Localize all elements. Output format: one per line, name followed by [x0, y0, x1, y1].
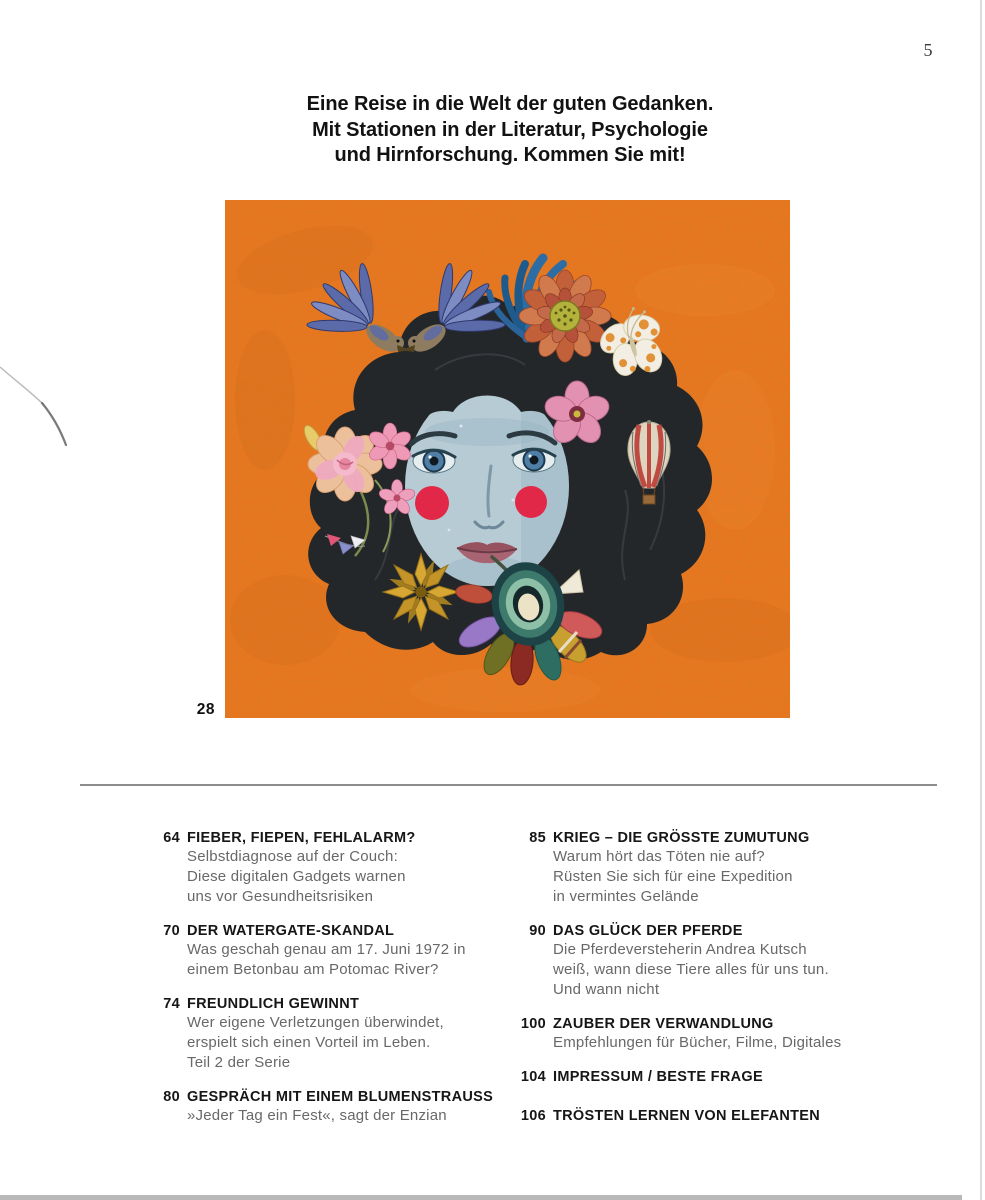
toc-entry-desc-line: Was geschah genau am 17. Juni 1972 in [187, 941, 466, 958]
illustration-page-ref: 28 [196, 701, 215, 718]
toc-entry-desc-line: »Jeder Tag ein Fest«, sagt der Enzian [187, 1107, 447, 1124]
page-number: 5 [923, 40, 933, 60]
toc-entry-title: KRIEG – DIE GRÖSSTE ZUMUTUNG [553, 830, 810, 846]
toc-entry-number: 85 [529, 830, 546, 846]
toc-entry-number: 90 [529, 923, 546, 939]
intro-line-1: Eine Reise in die Welt der guten Gedanken. [306, 93, 714, 115]
toc-entry-desc-line: in vermintes Gelände [553, 888, 699, 905]
divider-rule [80, 784, 937, 786]
toc-entry-title: DER WATERGATE-SKANDAL [187, 923, 395, 939]
toc-entry-desc-line: Die Pferdeversteherin Andrea Kutsch [553, 941, 807, 958]
toc-entry-number: 100 [520, 1016, 546, 1032]
toc-entry-number: 74 [163, 996, 180, 1012]
toc-entry-title: IMPRESSUM / BESTE FRAGE [553, 1069, 763, 1085]
toc-entry-title: ZAUBER DER VERWANDLUNG [553, 1016, 774, 1032]
right-eye [513, 448, 555, 472]
left-eye [413, 449, 455, 473]
toc-entry-desc-line: Empfehlungen für Bücher, Filme, Digitales [553, 1034, 842, 1051]
toc-entry-title: GESPRÄCH MIT EINEM BLUMENSTRAUSS [187, 1089, 494, 1105]
toc-entry-title: FIEBER, FIEPEN, FEHLALARM? [187, 830, 416, 846]
cover-illustration [225, 200, 790, 718]
toc-entry-desc-line: Und wann nicht [553, 981, 660, 998]
page-bottom-edge [0, 1195, 962, 1200]
toc-entry-64 [153, 829, 503, 907]
illustration-canvas [225, 200, 790, 718]
toc-entry-106 [512, 1107, 882, 1125]
intro-line-3: und Hirnforschung. Kommen Sie mit! [334, 144, 686, 166]
intro-line-2: Mit Stationen in der Literatur, Psychologie [312, 118, 708, 141]
toc-entry-desc-line: Rüsten Sie sich für eine Expedition [553, 868, 793, 885]
toc-entry-100 [512, 1015, 882, 1053]
toc-entry-desc-line: Diese digitalen Gadgets warnen [187, 868, 406, 885]
toc-entry-number: 64 [163, 830, 180, 846]
toc-entry-90 [512, 922, 882, 1000]
toc-entry-desc-line: erspielt sich einen Vorteil im Leben. [187, 1034, 431, 1051]
toc-entry-desc-line: Wer eigene Verletzungen überwindet, [187, 1014, 444, 1031]
toc-entry-title: TRÖSTEN LERNEN VON ELEFANTEN [553, 1108, 820, 1124]
left-cheek-dot [415, 486, 449, 520]
intro-text [230, 92, 790, 169]
toc-entry-number: 104 [520, 1069, 546, 1085]
toc-entry-desc-line: Warum hört das Töten nie auf? [553, 848, 765, 865]
toc-entry-70 [153, 922, 503, 980]
scan-hair-artifact [0, 355, 90, 465]
toc-entry-80 [153, 1088, 503, 1126]
toc-entry-title: FREUNDLICH GEWINNT [187, 996, 360, 1012]
toc-entry-number: 80 [163, 1089, 180, 1105]
toc-entry-desc-line: uns vor Gesundheitsrisiken [187, 888, 374, 905]
toc-entry-desc-line: Teil 2 der Serie [187, 1054, 291, 1071]
yellow-flower [383, 554, 459, 630]
toc-entry-74 [153, 995, 503, 1073]
toc-entry-desc-line: Selbstdiagnose auf der Couch: [187, 848, 398, 865]
toc-entry-desc-line: einem Betonbau am Potomac River? [187, 961, 439, 978]
toc-right-column [512, 829, 882, 1146]
toc-left-column [153, 829, 503, 1141]
right-cheek-dot [515, 486, 547, 518]
page-right-edge [980, 0, 982, 1200]
toc-entry-title: DAS GLÜCK DER PFERDE [553, 923, 743, 939]
toc-entry-number: 70 [163, 923, 180, 939]
toc-entry-desc-line: weiß, wann diese Tiere alles für uns tun. [553, 961, 829, 978]
toc-entry-85 [512, 829, 882, 907]
toc-entry-number: 106 [520, 1108, 546, 1124]
toc-entry-104 [512, 1068, 882, 1086]
